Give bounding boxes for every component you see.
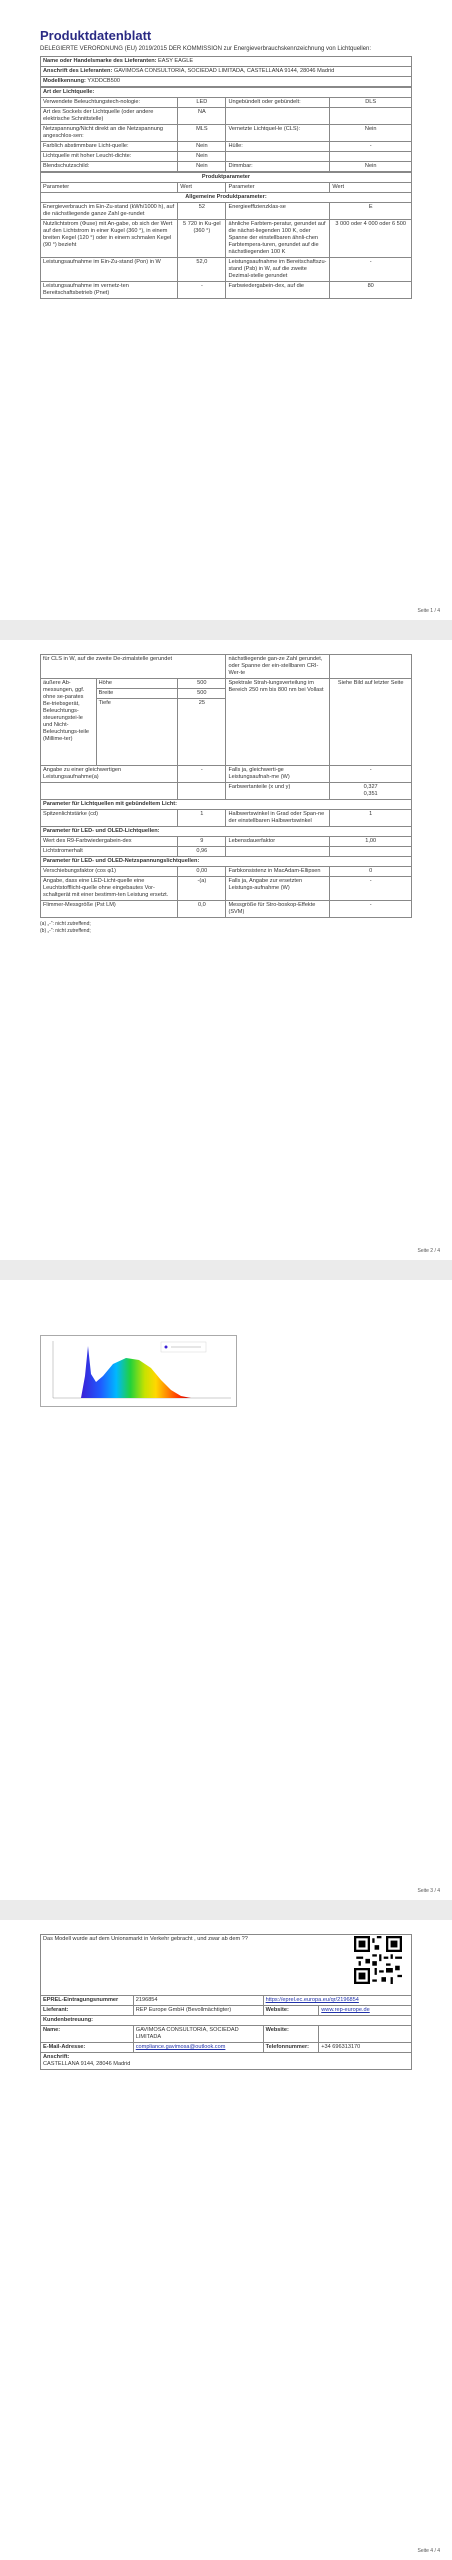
phone-value: +34 696313170 [319,2043,412,2053]
replacement-claim-label: Angabe, dass eine LED-Licht-quelle eine Leuchtstofflicht-quelle ohne eingebautes Vor-schaltgerät mit einer bestimm-ten Leistung ersetzt. [41,877,178,901]
param-header: Parameter [41,183,178,193]
params-continued-table [40,654,412,918]
brand-label: Name oder Handelsmarke des Lieferanten: [43,58,157,64]
page-1 [0,0,452,620]
eprel-link[interactable]: https://eprel.ec.europa.eu/qr/2196854 [265,1997,359,2003]
equiv-power-w-value: - [330,766,412,783]
param-value: DLS [330,98,412,108]
param-label: Art des Sockels der Lichtquelle (oder andere elektrische Schnittstelle) [41,108,178,125]
param-value: NA [178,108,226,125]
peak-intensity-label: Spitzenlichtstärke (cd) [41,810,178,827]
brand-value: EASY EAGLE [158,58,194,64]
empty-cell [178,783,226,800]
cls-standby-label: für CLS in W, auf die zweite De-zimalstelle gerundet [41,655,226,679]
param-value: 52,0 [178,258,226,282]
page-title: Produktdatenblatt [40,28,152,43]
footnote-b: (b) „-“: nicht zutreffend; [40,928,91,934]
param-label: Farblich abstimmbare Licht-quelle: [41,142,178,152]
phone-label: Telefonnummer: [263,2043,319,2053]
stroboscopic-label: Messgröße für Stro-boskop-Effekte (SVM) [226,901,330,918]
table-row [41,258,412,282]
lumen-maintenance-value: 0,96 [178,847,226,857]
flicker-label: Flimmer-Messgröße (Pst LM) [41,901,178,918]
replacement-power-value: - [330,877,412,901]
equiv-power-w-label: Falls ja, gleichwerti-ge Leistungsaufnah-me (W) [226,766,330,783]
page-footer: Seite 4 / 4 [417,2548,440,2554]
product-params-section: Produktparameter [41,173,412,183]
displacement-value: 0,00 [178,867,226,877]
stroboscopic-value: - [330,901,412,918]
market-intro-text: Das Modell wurde auf dem Unionsmarkt in Verkehr gebracht , und zwar ab dem ?? [43,1936,248,1942]
address-value: GAVIMOSA CONSULTORIA, SOCIEDAD LIMITADA, CASTELLANA 9144, 28046 Madrid [113,68,335,74]
email-link[interactable]: compliance.gavimosa@outlook.com [135,2044,226,2050]
r9-value: 9 [178,837,226,847]
colour-consistency-label: Farbkonsistenz in MacAdam-Ellipsen [226,867,330,877]
param-label: Leistungsaufnahme im Bereitschaftszu-stand (Psb) in W, auf die zweite Dezimal-stelle gerundet [226,258,330,282]
address-label: Anschrift des Lieferanten: [43,68,113,74]
param-label: Nutzlichtstrom (Φuse) mit An-gabe, ob sich der Wert auf den Lichtstrom in einer Kugel (360 °), in einem breiten Kegel (120 °) oder in einem schmalen Kegel (90 °) bezieht [41,220,178,258]
email-label: E-Mail-Adresse: [41,2043,134,2053]
spectral-distribution-chart [40,1335,237,1407]
page-2 [0,640,452,1260]
spectrum-curve [81,1346,191,1398]
displacement-label: Verschiebungsfaktor (cos φ1) [41,867,178,877]
light-source-type-table [40,87,412,172]
param-value: E [330,203,412,220]
name-label: Name: [41,2026,134,2043]
table-row [41,108,412,125]
table-row [41,203,412,220]
empty-cell [41,783,178,800]
param-label: Dimmbar: [226,162,330,172]
peak-intensity-value: 1 [178,810,226,827]
param-value: Nein [330,162,412,172]
page-footer: Seite 1 / 4 [417,608,440,614]
page-footer: Seite 2 / 4 [417,1248,440,1254]
replacement-power-label: Falls ja, Angabe zur ersetzten Leistungs-aufnahme (W) [226,877,330,901]
param-value: 3 000 oder 4 000 oder 6 500 [330,220,412,258]
param-label: Energieeffizienzklas-se [226,203,330,220]
footnote-a: (a) „-“: nicht zutreffend; [40,921,91,927]
param-header-2: Parameter [226,183,330,193]
param-value: 80 [330,282,412,299]
param-value: 5 720 in Ku-gel (360 °) [178,220,226,258]
param-label: Leistungsaufnahme im vernetz-ten Bereitschaftsbetrieb (Pnet) [41,282,178,299]
table-row [41,162,412,172]
table-row [41,152,412,162]
page-subtitle: DELEGIERTE VERORDNUNG (EU) 2019/2015 DER KOMMISSION zur Energieverbrauchskennzeichnung von Lichtquellen: [40,46,372,52]
param-value: - [330,142,412,152]
value-header: Wert [178,183,226,193]
model-value: YXDDCB500 [87,78,120,84]
beam-angle-label: Halbwertswinkel in Grad oder Span-ne der einstellbaren Halbwertswinkel [226,810,330,827]
param-label: Lichtquelle mit hoher Leucht-dichte: [41,152,178,162]
param-value: Nein [178,152,226,162]
param-label [226,108,330,125]
param-value: Nein [330,125,412,142]
beam-angle-value: 1 [330,810,412,827]
website-label: Website: [263,2006,319,2016]
page-4 [0,1920,452,2560]
param-label: Energieverbrauch im Ein-Zu-stand (kWh/1000 h), auf die nächstliegende ganze Zahl ge-rundet [41,203,178,220]
table-row [41,98,412,108]
website-link[interactable]: www.rep-europe.de [321,2007,370,2013]
param-label: Hülle: [226,142,330,152]
survival-label: Lebensdauerfaktor [226,837,330,847]
table-row [41,282,412,299]
param-label: Vernetzte Lichtquel-le (CLS): [226,125,330,142]
cri-label: nächstliegende gan-ze Zahl gerundet, oder Spanne der ein-stellbaren CRI-Wer-te [226,655,330,679]
equiv-power-label: Angabe zu einer gleichwertigen Leistungsaufnahme(a) [41,766,178,783]
r9-label: Wert des R9-Farbwiedergabein-dex [41,837,178,847]
empty-cell [226,847,330,857]
depth-value: 25 [178,699,226,766]
mains-section: Parameter für LED- und OLED-Netzspannungslichtquellen: [41,857,412,867]
depth-label: Tiefe [96,699,178,766]
table-row [41,125,412,142]
colour-consistency-value: 0 [330,867,412,877]
cri-value [330,655,412,679]
website2-label: Website: [263,2026,319,2043]
address-value: CASTELLANA 9144, 28046 Madrid [43,2061,131,2067]
model-label: Modellkennung: [43,78,86,84]
table-row [41,142,412,152]
param-label: Verwendete Beleuchtungstech-nologie: [41,98,178,108]
supplier-table [40,56,412,87]
light-source-type-section: Art der Lichtquelle: [41,88,412,98]
table-row [41,220,412,258]
spd-value: Siehe Bild auf letzter Seite [330,679,412,766]
spectrum-svg [41,1336,236,1406]
customer-service-label: Kundenbetreuung: [41,2016,412,2026]
height-value: 500 [178,679,226,689]
param-value: 52 [178,203,226,220]
led-section: Parameter für LED- und OLED-Lichtquellen: [41,827,412,837]
param-value: Nein [178,162,226,172]
value-header-2: Wert [330,183,412,193]
param-label: Netzspannung/Nicht direkt an die Netzspannung angeschlos-sen: [41,125,178,142]
address-label: Anschrift: [43,2054,70,2060]
product-params-table [40,172,412,299]
survival-value: 1,00 [330,837,412,847]
chromaticity-label: Farbwertanteile (x und y) [226,783,330,800]
chromaticity-value: 0,327 0,351 [330,783,412,800]
param-label: Ungebündelt oder gebündelt: [226,98,330,108]
param-value [330,152,412,162]
width-label: Breite [96,689,178,699]
supplier-value: REP Europe GmbH (Bevollmächtigter) [133,2006,263,2016]
legend-marker [165,1346,168,1349]
param-label: Leistungsaufnahme im Ein-Zu-stand (Pon) in W [41,258,178,282]
param-value: - [330,258,412,282]
flicker-value: 0,0 [178,901,226,918]
eprel-label: EPREL-Eintragungsnummer [41,1996,134,2006]
param-label [226,152,330,162]
page-3 [0,1280,452,1900]
param-value: LED [178,98,226,108]
param-value: Nein [178,142,226,152]
page-2-content [40,654,412,935]
name-value: GAVIMOSA CONSULTORIA, SOCIEDAD LIMITADA [133,2026,263,2043]
empty-cell [319,2026,412,2043]
supplier-label: Lieferant: [41,2006,134,2016]
height-label: Höhe [96,679,178,689]
param-value [330,108,412,125]
qr-code-icon [354,1936,402,1984]
general-params-section: Allgemeine Produktparameter: [41,193,412,203]
param-label: Farbwiedergabein-dex, auf die [226,282,330,299]
equiv-power-value: - [178,766,226,783]
param-label: Blendschutzschild: [41,162,178,172]
width-value: 500 [178,689,226,699]
dimensions-label: äußere Ab-messungen, ggf. ohne se-parates Be-triebsgerät, Beleuchtungs-steuerungstei-le und Nicht-Beleuchtungs-teile (Millime-ter) [41,679,97,766]
eprel-value: 2196854 [133,1996,263,2006]
page-footer: Seite 3 / 4 [417,1888,440,1894]
spd-label: Spektrale Strah-lungsverteilung im Bereich 250 nm bis 800 nm bei Vollast [226,679,330,766]
param-value: MLS [178,125,226,142]
directional-section: Parameter für Lichtquellen mit gebündeltem Licht: [41,800,412,810]
page-1-content [40,28,412,299]
param-label: ähnliche Farbtem-peratur, gerundet auf die nächst-liegenden 100 K, oder Spanne der einstellbaren ähnli-chen Farbtempera-turen, gerundet auf die nächstliegenden 100 K [226,220,330,258]
lumen-maintenance-label: Lichtstromerhalt [41,847,178,857]
empty-cell [330,847,412,857]
replacement-claim-value: -(a) [178,877,226,901]
param-value: - [178,282,226,299]
